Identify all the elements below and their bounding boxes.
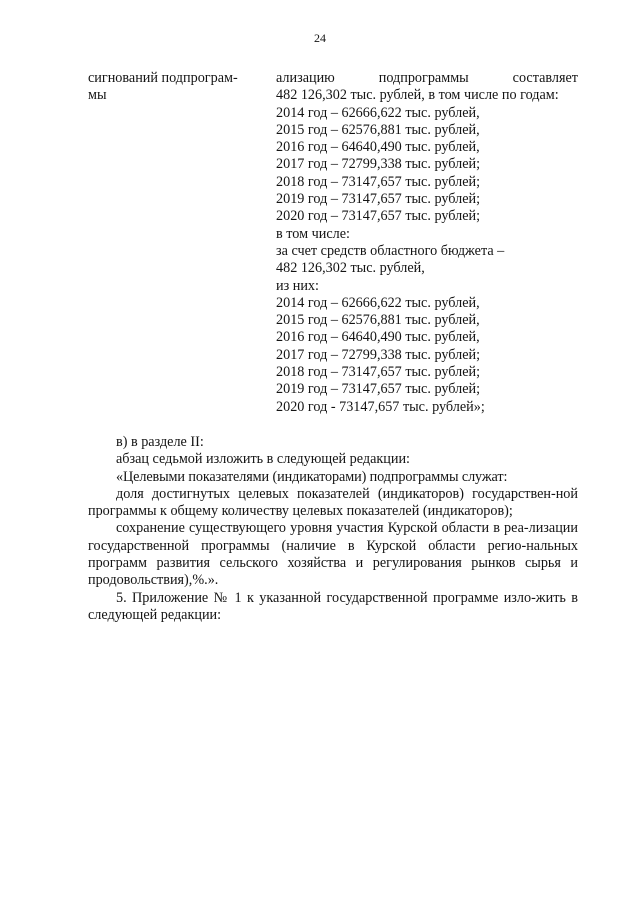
- page-number: 24: [314, 31, 326, 45]
- body-text: [88, 434, 578, 624]
- table-right-line: 2019 год – 73147,657 тыс. рублей;: [276, 191, 481, 208]
- paragraph-appendix: 5. Приложение № 1 к указанной государственной программе изло-жить в следующей редакции:: [88, 589, 578, 623]
- table-left-cell: [88, 70, 256, 105]
- table-right-line: 482 126,302 тыс. рублей,: [276, 260, 425, 277]
- table-right-line: 2016 год – 64640,490 тыс. рублей,: [276, 329, 480, 346]
- table-right-line: 2015 год – 62576,881 тыс. рублей,: [276, 121, 480, 138]
- table-right-line: 2018 год – 73147,657 тыс. рублей;: [276, 364, 481, 381]
- table-right-line: 2016 год – 64640,490 тыс. рублей,: [276, 139, 480, 156]
- paragraph-indicator-1: доля достигнутых целевых показателей (индикаторов) государствен-ной программы к общему количеству целевых показателей (индикаторов);: [88, 485, 578, 520]
- table-right-line: за счет средств областного бюджета –: [276, 242, 505, 259]
- table-right-line: 2017 год – 72799,338 тыс. рублей;: [276, 346, 481, 363]
- table-right-cell: [276, 70, 578, 416]
- paragraph-quote-start: «Целевыми показателями (индикаторами) подпрограммы служат:: [116, 468, 508, 485]
- table-right-line: 2020 год - 73147,657 тыс. рублей»;: [276, 398, 485, 415]
- table-right-line: 2020 год – 73147,657 тыс. рублей;: [276, 208, 481, 225]
- table-right-line: 2019 год – 73147,657 тыс. рублей;: [276, 381, 481, 398]
- first-line-word: подпрограммы: [378, 70, 469, 86]
- table-right-line: 2014 год – 62666,622 тыс. рублей,: [276, 294, 480, 311]
- table-right-line: 2014 год – 62666,622 тыс. рублей,: [276, 104, 480, 121]
- table-right-line: в том числе:: [276, 225, 350, 242]
- paragraph-indicator-2: сохранение существующего уровня участия Курской области в реа-лизации государственной программы (наличие в Курской области регио-нальных программ развития сельского хозяйства и регулирования рынков сырья и продовольствия),%.».: [88, 520, 578, 589]
- table-right-line: 2018 год – 73147,657 тыс. рублей;: [276, 173, 481, 190]
- table-right-line: 2017 год – 72799,338 тыс. рублей;: [276, 156, 481, 173]
- table-left-line: сигнований подпрограм-: [88, 70, 238, 86]
- table-right-first-line: [276, 70, 578, 87]
- table-right-line: 2015 год – 62576,881 тыс. рублей,: [276, 312, 480, 329]
- first-line-word: составляет: [512, 70, 578, 86]
- paragraph-instruction: абзац седьмой изложить в следующей редакции:: [116, 451, 411, 468]
- table-right-line: из них:: [276, 277, 319, 294]
- paragraph-section-ref: в) в разделе II:: [116, 434, 204, 450]
- table-right-lines: [276, 87, 578, 416]
- table-right-line: 482 126,302 тыс. рублей, в том числе по годам:: [276, 87, 559, 104]
- table-left-line: мы: [88, 87, 107, 104]
- first-line-word: ализацию: [276, 70, 335, 86]
